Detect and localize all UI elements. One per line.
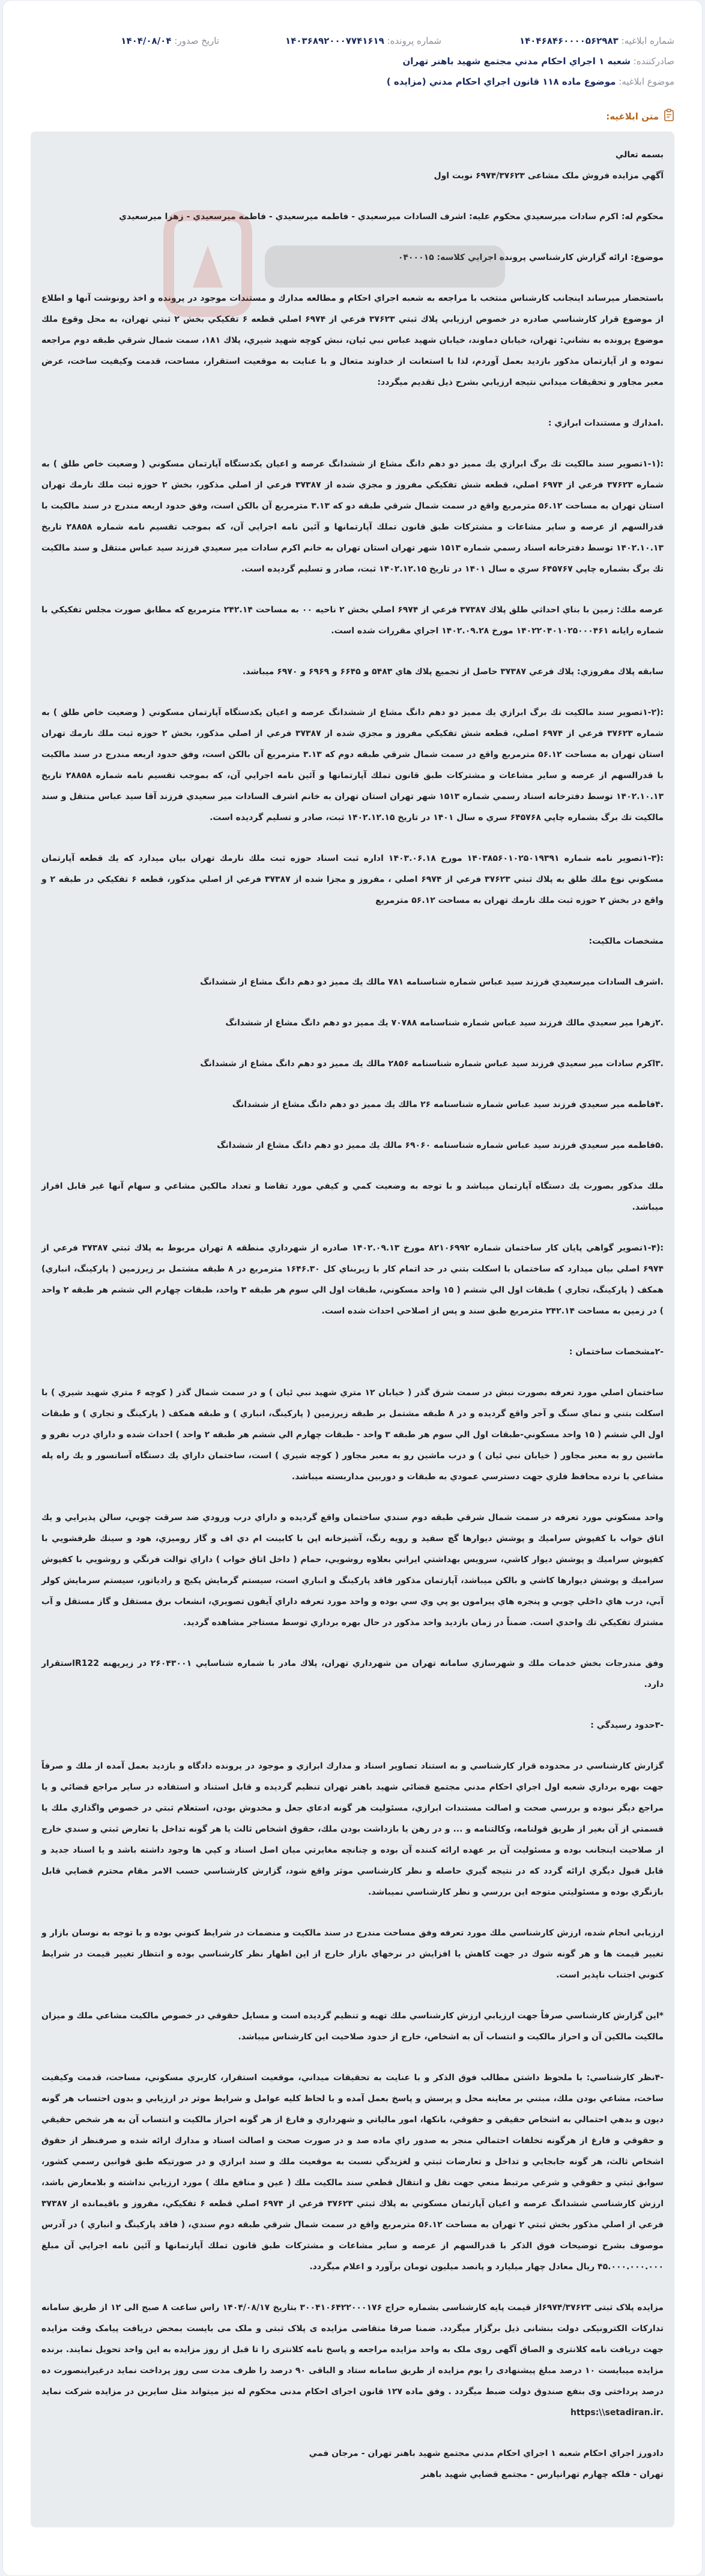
paragraph: ارزيابي انجام شده، ارزش كارشناسي ملك مورد تعرفه وفق مساحت مندرج در سند مالكيت و منضمات در شرايط كنوني بوده و با توجه به نوسان بازار و تغيير قيمت ها و هر گونه شوك در جهت كاهش يا افزايش در نرخهاي بازار خارج از اين اظهار نظر كارشناسي بوده و انتظار تغيير قيمت در شرايط كنوني اجتناب ناپذير است. [41,1928,664,1980]
paragraph: مشخصات مالكيت: [589,937,664,946]
paragraph: ملك مذكور بصورت يك دستگاه آپارتمان ميباشد و با توجه به وضعيت كمي و كيفي مورد تقاضا و تعداد مالكين مشاعي و سهام آنها غير قابل افراز ميباشد. [41,1181,664,1212]
notice-number-label: شماره ابلاغیه: [621,35,674,46]
notice-meta-row [31,1,674,46]
paragraph: وفق مندرجات بخش خدمات ملك و شهرسازي سامانه تهران من شهرداري تهران، پلاك مادر با شماره شناسايي ۲۶۰۴۳۰۰۱ در زيرپهنه R122استقرار دارد. [41,1659,664,1689]
paragraph: آگهي مزايده فروش ملک مشاعی ۶۹۷۴/۳۷۶۲۳ نوبت اول [434,171,664,181]
paragraph: .امدارك و مستندات ابرازي : [548,418,664,428]
issuer-label: صادرکننده: [633,56,674,67]
notice-text-label: متن ابلاغیه: [606,111,659,122]
owner-item: .۵فاطمه مير سعيدي فرزند سيد عباس شماره شناسنامه ۶۹۰۶۰ مالك يك مميز دو دهم دانگ مشاع از ششدانگ [217,1141,664,1150]
case-number-label: شماره پرونده: [387,35,441,46]
notice-body [31,131,674,2527]
case-number [285,35,441,46]
issuer-line [31,56,674,67]
paragraph: ساختمان اصلي مورد تعرفه بصورت نبش در سمت شرق گذر ( خيابان ۱۲ متري شهيد نبي ئيان ) و در سمت شمال گذر ( كوچه ۶ متري شهيد شيري ) با اسكلت بتني و نماي سنگ و آجر واقع گرديده و در ۸ طبقه مشتمل بر طبقه زيرزمين ( پاركينگ، انباري ) و طبقه همكف ( پاركينگ و تجاري ) و طبقات اول الي ششم ( ۱۵ واحد مسكوني-طبقات اول الي سوم هر طبقه ۳ واحد - طبقات چهارم الي ششم هر طبقه ۲ واحد ) احداث شده و داراي درب نفرو و ماشين رو به معبر مجاور ( خيابان نبي ئيان ) و درب ماشين رو به معبر مجاور ( كوچه شيري ) است، ساختمان داراي يك دستگاه آسانسور و يك راه پله مشاعي با نرده محافظ فلزي جهت دسترسي عمودي به طبقات و دوربين مداربسته ميباشد. [41,1388,664,1482]
paragraph: عرصه ملك: زمين با بناي احداثي طلق پلاك ۳۷۳۸۷ فرعي از ۶۹۷۴ اصلي بخش ۲ ناحيه ۰۰ به مساحت ۲۴۲.۱۴ مترمربع كه مطابق صورت مجلس تفكيكي با شماره رايانه ۱۴۰۲۲۰۴۰۱۰۲۵۰۰۰۴۶۱ مورخ ۱۴۰۲.۰۹.۲۸ اجراي مقررات شده است. [41,605,664,636]
paragraph: :(۱-۱تصوير سند مالكيت تك برگ ابرازي يك مميز دو دهم دانگ مشاع از ششدانگ عرصه و اعيان يكدستگاه آپارتمان مسكوني ( وضعيت خاص طلق ) به شماره ۳۷۶۲۳ فرعي از ۶۹۷۴ اصلي، قطعه شش تفكيكي مفروز و مجزي شده از ۳۷۳۸۷ فرعي از اصلي مذكور، بخش ۲ حوزه ثبت ملك نارمك تهران استان تهران به مساحت ۵۶.۱۲ مترمربع واقع در سمت شمال شرقي طبقه دو كه ۳.۱۳ مترمربع آن بالكن است، وفق حدود اربعه مندرج در سند مالكيت با قدرالسهم از عرصه و ساير مشاعات و مشتركات طبق قانون تملك آپارتمانها و آئين نامه اجرايي آن، كه بموجب تقسيم نامه شماره ۲۸۸۵۸ تاريخ ۱۴۰۲.۱۰.۱۳ توسط دفترخانه اسناد رسمي شماره ۱۵۱۳ شهر تهران استان تهران به خانم اكرم سادات مير سعيدي فرزند سيد عباس منتقل و سند مالكيت تك برگ بشماره چاپي ۶۴۵۷۶۷ سري ه سال ۱۴۰۱ در تاريخ ۱۴۰۲.۱۲.۱۵ ثبت، صادر و تسليم گرديده است. [41,459,664,574]
signature-line: دادورز اجراي احكام شعبه ۱ اجراي احكام مدني مجتمع شهيد باهنر تهران - مرجان فمي [309,2449,664,2458]
paragraph: *اين گزارش كارشناسي صرفاً جهت ارزيابي ارزش كارشناسي ملك تهيه و تنظيم گرديده است و مسايل حقوقي در خصوص مالكيت مشاعي ملك و ميزان مالكيت مالكين آن و احراز مالكيت و انتساب آن به اشخاص، خارج از حدود صلاحيت اين كارشناس ميباشد. [41,2011,664,2042]
paragraph: بسمه تعالي [615,150,664,160]
paragraph: سابقه پلاك مفروزي: پلاك فرعي ۳۷۳۸۷ حاصل از تجميع پلاك هاي ۵۴۸۳ و ۶۶۴۵ و ۶۹۶۹ و ۶۹۷۰ ميباشد. [242,667,664,677]
paragraph: واحد مسكوني مورد تعرفه در سمت شمال شرقي طبقه دوم سندي ساختمان واقع گرديده و داراي درب ورودي ضد سرقت چوبي، سالن پذيرايي و يك اتاق خواب با كفپوش سراميك و پوشش ديوارها گچ سفيد و رويه رنگ، آشپزخانه اپن با كابينت ام دي اف و گاز روميزي، هود و سينك ظرفشويي با كفپوش سراميك و پوشش ديوار كاشي، سرويس بهداشتي ايراني بعلاوه روشويي، حمام ( داخل اتاق خواب ) داراي توالت فرنگي و روشويي با كفپوش سراميك و پوشش ديوارها كاشي و بالكن ميباشد، آپارتمان مذكور فاقد پاركينگ و انباري است، سيستم گرمايش پكيج و رادياتور، سيستم سرمايش كولر آبي، درب هاي داخلي چوبي و پنجره هاي پيرامون يو پي وي سي بوده و واحد مورد تعرفه داراي آيفون تصويري، انشعاب برق مستقل و گاز مستقل و آب مشترك تفكيكي تك واحدي است. ضمناً در زمان بازديد واحد مذكور در حال بهره برداري توسط مستاجر مشاهده گرديد. [41,1513,664,1627]
owner-item: .اشرف السادات ميرسعيدي فرزند سيد عباس شماره شناسنامه ۷۸۱ مالك يك مميز دو دهم دانگ مشاع از ششدانگ [200,977,664,987]
paragraph: -۲مشخصات ساختمان : [569,1347,664,1357]
document-icon [664,109,674,124]
issue-date-value: ۱۴۰۴/۰۸/۰۴ [121,35,172,46]
owner-item: .۲زهرا مير سعيدي مالك فرزند سيد عباس شماره شناسنامه ۷۰۷۸۸ يك مميز دو دهم دانگ مشاع از ششدانگ [225,1018,664,1028]
paragraph: باستحضار ميرساند اينجانب كارشناس منتخب با مراجعه به شعبه اجراي احكام و مطالعه مدارك و مستندات موجود در پرونده و اخذ رونوشت آنها و اطلاع از موضوع قرار كارشناسي صادره در خصوص ارزيابي پلاك ثبتي ۳۷۶۲۳ فرعي از ۶۹۷۴ اصلي قطعه ۶ تفكيكي بخش ۲ ثبتي تهران، به محل وقوع ملك موضوع پرونده به نشاني: تهران، خيابان دماوند، خيابان شهيد عباس نبي ئيان، نبش كوچه شهيد شيري، پلاك ۱۸۱، سمت شمال شرقي طبقه دوم مراجعه نموده و از آپارتمان مذكور بازديد بعمل آوردم، لذا با استعانت از خداوند متعال و با عنايت به موقعيت استقرار، مساحت، قدمت وكيفيت ساخت، عرض معبر مجاور و تحقيقات ميداني نتيجه ارزيابي بشرح ذيل تقديم ميگردد: [41,294,664,387]
owner-item: .۴فاطمه مير سعيدي فرزند سيد عباس شماره شناسنامه ۲۶ مالك يك مميز دو دهم دانگ مشاع از ششدانگ [232,1100,664,1109]
paragraph: موضوع: ارائه گزارش كارشناسي پرونده اجرايي كلاسه: ۰۴۰۰۰۱۵ [398,253,664,262]
notice-number-value: ۱۴۰۴۶۸۴۶۰۰۰۰۵۶۲۹۸۳ [519,35,619,46]
notice-card [2,0,703,2576]
issuer-value: شعبه ۱ اجراي احكام مدني مجتمع شهيد باهنر تهران [402,56,631,67]
issue-date [121,35,219,46]
paragraph: گزارش كارشناسي در محدوده قرار كارشناسي و به استناد تصاوير اسناد و مدارك ابرازي و موجود در پرونده دادگاه و بازديد بعمل آمده از ملك و صرفاً جهت بهره برداري شعبه اول اجراي احكام مدني مجتمع قضائي شهيد باهنر تهران تنظيم گرديده و قابل استناد و استفاده در ساير مراجع قضائي و يا مراجع ديگر نبوده و بررسي صحت و اصالت مستندات ابرازي، مسئوليت هر گونه ادعاي جعل و مخدوش بودن، استعلام ثبتي در خصوص واگذاري ملك يا قسمتي از آن بغير از طريق قولنامه، وكالتنامه و ... و در رهن يا بازداشت بودن ملك، حقوق اشخاص ثالث يا هر گونه تداخل يا تعارض ثبتي و سندي خارج از صلاحيت اينجانب بوده و مسئوليت آن بر عهده ارائه كننده آن بوده و چنانچه مغايرتي ميان اصل اسناد و كپي ها وجود داشته باشد و يا اسناد جديد و قابل قبول ديگري ارائه گردد كه در نتيجه گيري حاصله و نظر كارشناسي موثر واقع شود، گزارش كارشناسي حسب الامر مقام محترم قضايي قابل بازنگري بوده و مسئوليتي متوجه اين بررسي و نظر كارشناسي نميباشد. [41,1761,664,1897]
case-number-value: ۱۴۰۳۶۸۹۲۰۰۰۷۷۴۱۶۱۹ [285,35,384,46]
paragraph: محكوم له: اكرم سادات ميرسعيدي محكوم عليه: اشرف السادات ميرسعيدي - فاطمه ميرسعيدي - فاطمه ميرسعيدي - زهرا ميرسعيدي [119,212,664,222]
paragraph: :(۱-۲تصوير سند مالكيت تك برگ ابرازي يك مميز دو دهم دانگ مشاع از ششدانگ عرصه و اعيان يكدستگاه آپارتمان مسكوني ( وضعيت خاص طلق ) به شماره ۳۷۶۲۳ فرعي از ۶۹۷۴ اصلي، قطعه شش تفكيكي مفروز و مجزي شده از ۳۷۳۸۷ فرعي از اصلي مذكور، بخش ۲ حوزه ثبت ملك نارمك تهران استان تهران به مساحت ۵۶.۱۲ مترمربع واقع در سمت شمال شرقي طبقه دوم كه ۳.۱۳ مترمربع آن بالكن است، وفق حدود اربعه مندرج در سند مالكيت با قدرالسهم از عرصه و ساير مشاعات و مشتركات طبق قانون تملك آپارتمانها و آئين نامه اجرايي آن، كه بموجب تقسيم نامه شماره ۲۸۸۵۸ تاريخ ۱۴۰۲.۱۰.۱۳ توسط دفترخانه اسناد رسمي شماره ۱۵۱۳ شهر تهران استان تهران به خانم اشرف السادات مير سعيدي فرزند آقا سيد عباس منتقل و سند مالكيت تك برگ بشماره چاپي ۶۴۵۷۶۸ سري ه سال ۱۴۰۱ در تاريخ ۱۴۰۲.۱۲.۱۵ ثبت، صادر و تسليم گرديده است. [41,708,664,822]
paragraph: :(۱-۳تصوير نامه شماره ۱۴۰۳۸۵۶۰۱۰۲۵۰۱۹۳۹۱ مورخ ۱۴۰۳.۰۶.۱۸ اداره ثبت اسناد حوزه ثبت ملك نارمك تهران بيان ميدارد كه يك قطعه آپارتمان مسكوني نوع ملك طلق به پلاك ثبتي ۳۷۶۲۳ فرعي از ۶۹۷۴ اصلي ، مفروز و مجزا شده از ۳۷۳۸۷ فرعي از اصلي مذكور، قطعه ۶ تفكيكي در طبقه ۲ و واقع در بخش ۲ حوزه ثبت ملك نارمك تهران به مساحت ۵۶.۱۲ مترمربع [41,854,664,905]
subject-label: موضوع ابلاغیه: [619,76,674,87]
paragraph: -۴نظر كارشناسي: با ملحوظ داشتن مطالب فوق الذكر و با عنايت به تحقيقات ميداني، موقعيت استقرار، كاربري مسكوني، مساحت، قدمت وكيفيت ساخت، مشاعي بودن ملك، مبتني بر معاينه محل و پرسش و پاسخ بعمل آمده و با لحاظ كليه عوامل و شرايط موثر در ارزيابي و بدون احتساب هر گونه ديون و بدهي احتمالي به اشخاص حقيقي و حقوقي، بانكها، امور مالياتي و شهرداري و فارغ از هر گونه احراز مالكيت و انتساب آن به هر شخص حقيقي و حقوقي و فارغ از هرگونه تخلفات احتمالي منجر به صدور راي ماده صد و در صورت صحت و اصالت اسناد و مدارك ارائه شده و صرفنظر از حقوق اشخاص ثالث، هر گونه جابجايي و تداخل و تعارضات ثبتي و لغزيدگي نسبت به موقعيت ملك و سند ابرازي و در صورتيكه طبق قوانين رسمي كشور، سوابق ثبتي و حقوقي و شرعي مرتبط منعي جهت نقل و انتقال قطعي سند مالكيت ملك ( عين و منافع ملك ) مورد ارزيابي نداشته و بلامعارض باشد، ارزش كارشناسي ششدانگ عرصه و اعيان آپارتمان مسكوني به پلاك ثبتي ۳۷۶۲۳ فرعي از ۶۹۷۴ اصلي قطعه ۶ تفكيكي، مفروز و باقيمانده از ۳۷۳۸۷ فرعي از اصلي مذكور بخش ثبتي ۲ تهران به مساحت ۵۶.۱۲ مترمربع واقع در سمت شمال شرقي طبقه دوم سندي، ( فاقد پاركينگ و انباري ) در آدرس موصوف بشرح توضيحات فوق الذكر با قدرالسهم از عرصه و ساير مشاعات و مشتركات طبق قانون تملك آپارتمانها و آئين نامه اجرايي آن مبلغ ۴۵.۰۰۰.۰۰۰.۰۰۰ ريال معادل چهار ميليارد و پانصد ميليون تومان برآورد و اعلام ميگردد. [41,2073,664,2272]
paragraph: :(۱-۴تصوير گواهي پايان كار ساختمان شماره ۸۲۱۰۶۹۹۲ مورخ ۱۴۰۲.۰۹.۱۳ صادره از شهرداري منطقه ۸ تهران مربوط به پلاك ثبتي ۳۷۳۸۷ فرعي از ۶۹۷۴ اصلي بيان ميدارد كه ساختمان با اسكلت بتني در حد اتمام كار با زيربناي كل ۱۶۴۶.۳۰ مترمربع در ۸ طبقه مشتمل بر زيرزمين ( پاركينگ، انباري) همكف ( پاركينگ، تجاري ) طبقات اول الي ششم ( ۱۵ واحد مسكوني، طبقات اول الي سوم هر طبقه ۳ واحد، طبقات چهارم الي ششم هر طبقه ۲ واحد ) در زمين به مساحت ۲۴۲.۱۴ مترمربع طبق سند و پس از اصلاحي احداث شده است. [41,1243,664,1316]
notice-number [519,35,674,46]
address-line: تهران - فلكه چهارم تهرانپارس - مجتمع قضايي شهيد باهنر [421,2470,664,2479]
auction-paragraph: مزایده پلاک ثبتی ۶۹۷۴/۳۷۶۲۳از قيمت پايه كارشناسی بشماره حراج ۳۰۰۴۱۰۶۴۲۲۰۰۰۱۷۶ بتاريخ ۱۴۰۴/۰۸/۱۷ راس ساعت ۸ صبح الی ۱۲ از طريق سامانه تداركات الكترونيكی دولت بنشانی ذيل برگزار ميگردد. ضمنا صرفا متقاضی مزايده ی پلاک ثبتی و ملک می بايست بمحض دريافت پيامک وقت مزايده جهت دريافت نامه كلانتری و الصاق آگهی روی ملک به واحد مزايده مراجعه و پاسخ نامه كلانتری را تا قبل از روز مزايده به اين واحد تحويل نمايند. برنده مزايده ميبايست ۱۰ درصد مبلغ پيشنهادی را يوم مزايده از طريق سامانه ستاد و الباقی ۹۰ درصد را ظرف مدت سی روز پرداخت نمايد درغيراينصورت ده درصد پرداختی وی بنفع صندوق دولت ضبط ميگردد . وفق ماده ۱۲۷ قانون اجرای احكام مدنی محكوم له نيز ميتواند مثل سايرين در مزايده شركت نمايد .https:\\setadiran.ir [41,2303,664,2418]
paragraph: -۳حدود رسيدگي : [590,1721,664,1730]
owner-item: .۳اكرم سادات مير سعيدي فرزند سيد عباس شماره شناسنامه ۲۸۵۶ مالك يك مميز دو دهم دانگ مشاع از ششدانگ [200,1059,664,1069]
subject-value: موضوع ماده ۱۱۸ قانون اجراي احكام مدني (مزايده ) [386,76,616,87]
subject-line [31,76,674,87]
notice-text-heading [31,109,674,124]
issue-date-label: تاریخ صدور: [174,35,220,46]
